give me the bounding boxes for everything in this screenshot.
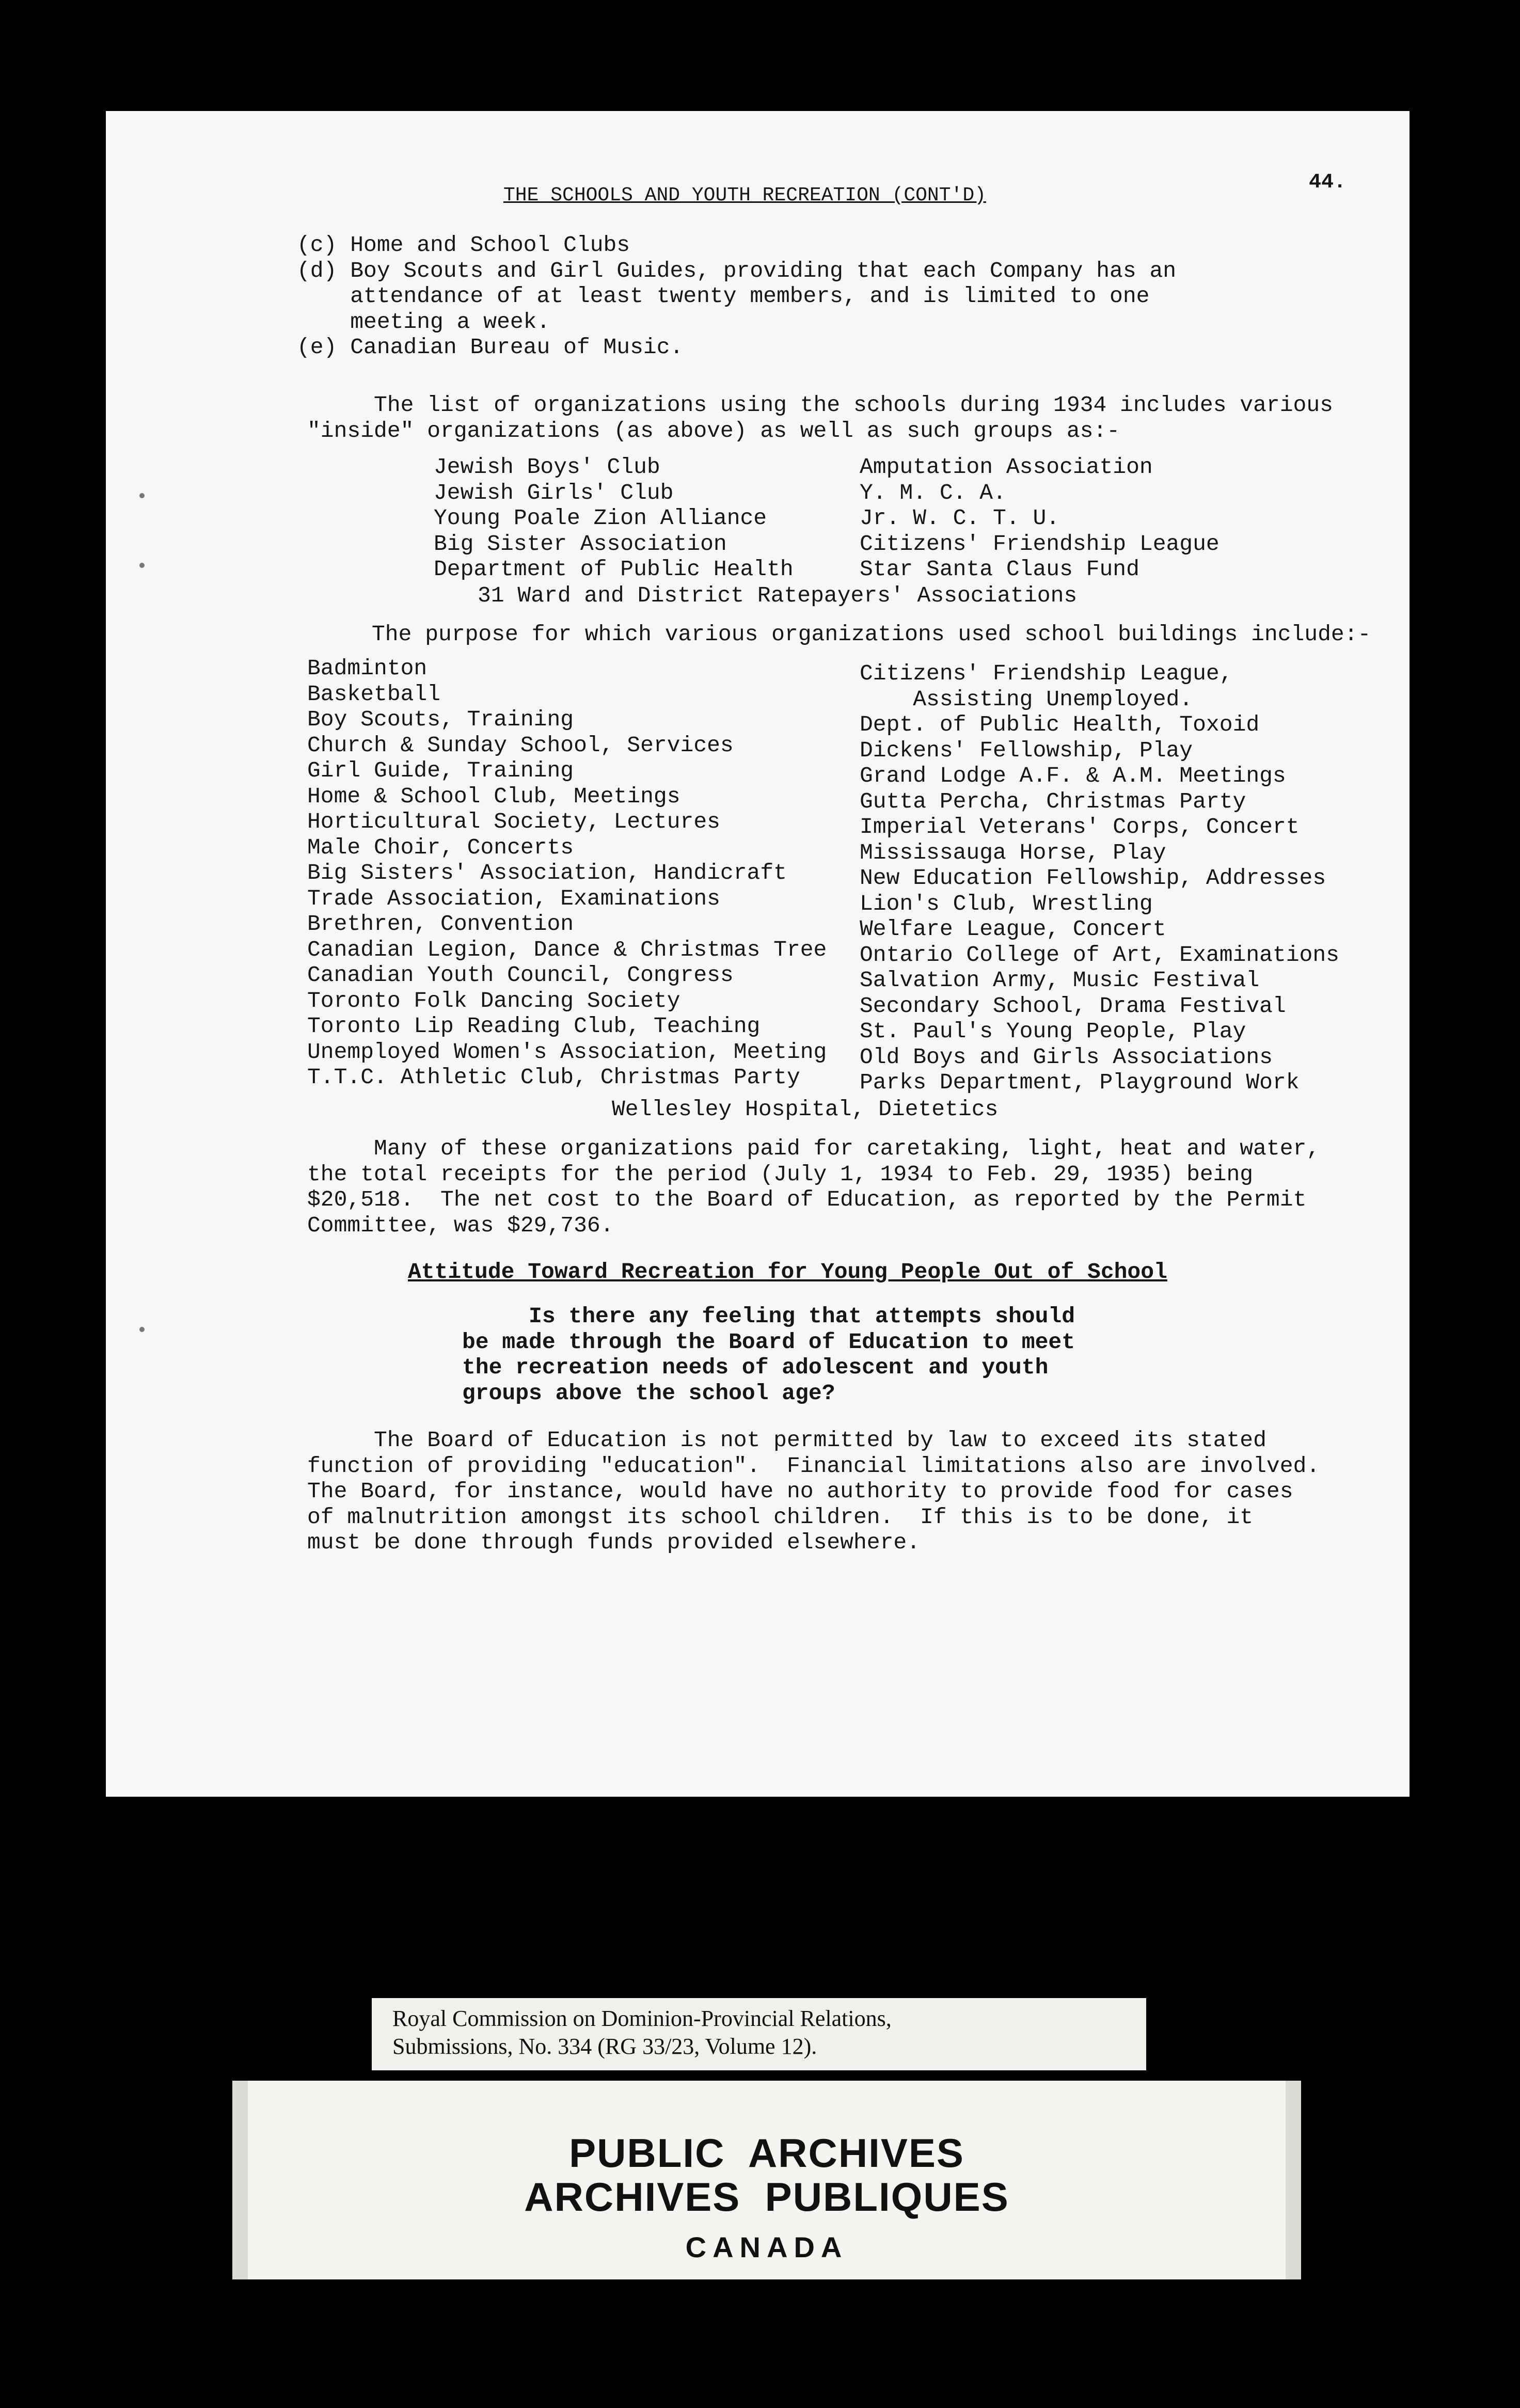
purposes-right-column — [860, 661, 1339, 1096]
archive-line-1: PUBLIC ARCHIVES — [569, 2130, 964, 2176]
list-item: (c) Home and School Clubs — [297, 232, 630, 258]
list-item: Toronto Lip Reading Club, Teaching — [307, 1013, 761, 1039]
list-item: Gutta Percha, Christmas Party — [860, 788, 1246, 814]
orgs-center-line: 31 Ward and District Ratepayers' Associations — [478, 583, 1078, 608]
orgs-right-column — [860, 454, 1220, 582]
list-item: Big Sisters' Association, Handicraft — [307, 860, 787, 885]
list-item: Imperial Veterans' Corps, Concert — [860, 814, 1300, 839]
list-item: Home & School Club, Meetings — [307, 783, 680, 809]
question-paragraph: Is there any feeling that attempts should be made through the Board of Education to meet the recreation needs of adolescent and youth groups above the school age? — [462, 1304, 1075, 1406]
list-item: St. Paul's Young People, Play — [860, 1019, 1246, 1044]
list-item: Jewish Boys' Club — [434, 454, 660, 480]
membership-list — [297, 232, 1176, 360]
list-item: Boy Scouts, Training — [307, 707, 574, 732]
list-item: (d) Boy Scouts and Girl Guides, providing that each Company has an attendance of at least twenty members, and is limited to one meeting a week. — [297, 258, 1177, 335]
list-item: Big Sister Association — [434, 531, 727, 557]
receipts-paragraph: Many of these organizations paid for caretaking, light, heat and water, the total receipts for the period (July 1, 1934 to Feb. 29, 1935) being $20,518. The net cost to the Board of Education, as reported by the Permit Committee, was $29,736. — [307, 1136, 1320, 1238]
list-item: Grand Lodge A.F. & A.M. Meetings — [860, 763, 1286, 788]
list-item: Y. M. C. A. — [860, 480, 1006, 505]
document-page — [106, 111, 1410, 1797]
closing-paragraph: The Board of Education is not permitted by law to exceed its stated function of providing "education". Financial limitations also are involved. The Board, for instance, would have no authority to provide food for cases of malnutrition amongst its school children. If this is to be done, it must be done through funds provided elsewhere. — [307, 1428, 1320, 1555]
page-number: 44. — [1309, 171, 1347, 194]
purpose-intro: The purpose for which various organizations used school buildings include:- — [372, 622, 1371, 647]
page-header: THE SCHOOLS AND YOUTH RECREATION (CONT'D) — [503, 184, 986, 207]
list-item: Dickens' Fellowship, Play — [860, 737, 1193, 763]
citation-label — [372, 1998, 1146, 2070]
list-item: Mississauga Horse, Play — [860, 839, 1166, 865]
list-item: Badminton — [307, 656, 427, 681]
purposes-center-line: Wellesley Hospital, Dietetics — [612, 1097, 999, 1122]
list-item: Assisting Unemployed. — [860, 686, 1193, 712]
list-item: Department of Public Health — [434, 557, 794, 582]
archive-line-3: CANADA — [685, 2231, 848, 2263]
list-item: New Education Fellowship, Addresses — [860, 865, 1326, 891]
list-item: Welfare League, Concert — [860, 916, 1166, 942]
list-item: Salvation Army, Music Festival — [860, 968, 1260, 993]
list-item: Canadian Legion, Dance & Christmas Tree — [307, 937, 827, 962]
list-item: Male Choir, Concerts — [307, 834, 574, 860]
orgs-left-column — [434, 454, 794, 582]
purposes-left-column — [307, 656, 827, 1090]
list-item: Girl Guide, Training — [307, 758, 574, 783]
list-item: T.T.C. Athletic Club, Christmas Party — [307, 1065, 800, 1090]
list-item: Lion's Club, Wrestling — [860, 891, 1153, 916]
citation-line-1: Royal Commission on Dominion-Provincial Relations, — [392, 2006, 892, 2031]
list-item: Amputation Association — [860, 454, 1153, 480]
margin-mark — [139, 563, 145, 568]
list-item: Young Poale Zion Alliance — [434, 505, 767, 531]
intro-paragraph: The list of organizations using the schools during 1934 includes various "inside" organizations (as above) as well as such groups as:- — [307, 392, 1333, 443]
list-item: Ontario College of Art, Examinations — [860, 942, 1339, 968]
list-item: Trade Association, Examinations — [307, 885, 720, 911]
list-item: Star Santa Claus Fund — [860, 557, 1139, 582]
list-item: Jewish Girls' Club — [434, 480, 674, 505]
list-item: Unemployed Women's Association, Meeting — [307, 1039, 827, 1065]
archive-stamp-card — [232, 2081, 1301, 2279]
list-item: Citizens' Friendship League — [860, 531, 1220, 557]
citation-line-2: Submissions, No. 334 (RG 33/23, Volume 12). — [392, 2034, 817, 2059]
list-item: Jr. W. C. T. U. — [860, 505, 1060, 531]
margin-mark — [139, 493, 145, 498]
list-item: Brethren, Convention — [307, 911, 574, 937]
list-item: (e) Canadian Bureau of Music. — [297, 335, 684, 360]
list-item: Secondary School, Drama Festival — [860, 993, 1286, 1019]
list-item: Church & Sunday School, Services — [307, 732, 734, 758]
list-item: Basketball — [307, 681, 441, 707]
margin-mark — [139, 1327, 145, 1332]
list-item: Horticultural Society, Lectures — [307, 809, 720, 834]
list-item: Toronto Folk Dancing Society — [307, 988, 680, 1013]
list-item: Old Boys and Girls Associations — [860, 1044, 1273, 1070]
list-item: Dept. of Public Health, Toxoid — [860, 712, 1260, 737]
list-item: Citizens' Friendship League, — [860, 661, 1233, 686]
archive-line-2: ARCHIVES PUBLIQUES — [524, 2174, 1009, 2220]
list-item: Canadian Youth Council, Congress — [307, 962, 734, 988]
section-subheading: Attitude Toward Recreation for Young People Out of School — [408, 1259, 1167, 1285]
list-item: Parks Department, Playground Work — [860, 1070, 1300, 1095]
